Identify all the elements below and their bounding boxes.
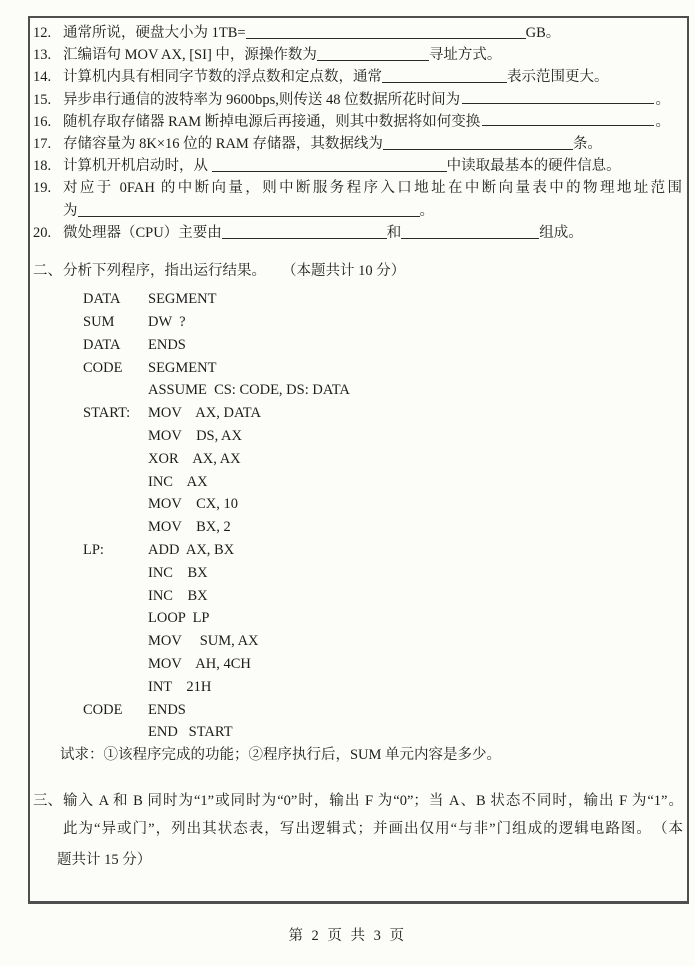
section-2-heading [33, 260, 684, 282]
section-2-program-analysis [33, 260, 684, 767]
code-line: START: MOV AX, DATA [83, 405, 261, 422]
blank-line [382, 68, 507, 83]
question-number: 13. [33, 47, 52, 64]
blank-line [401, 224, 539, 239]
blank-line [482, 111, 653, 126]
section-points: （本题共计 10 分） [282, 263, 406, 280]
code-line: LOOP LP [148, 610, 210, 627]
code-line: INC BX [148, 587, 208, 604]
question-number: 17. [33, 136, 52, 153]
blank-line [246, 24, 526, 39]
question-19-continued [33, 200, 684, 222]
assembly-code-block [83, 288, 684, 744]
code-line: END START [148, 724, 233, 741]
question-text: 计算机开机启动时，从 中读取最基本的硬件信息。 [63, 158, 621, 175]
question-number: 14. [33, 69, 52, 86]
code-line: XOR AX, AX [148, 450, 241, 467]
section-label: 三、 [33, 792, 62, 809]
question-text: 对应于 0FAH 的中断向量，则中断服务程序入口地址在中断向量表中的物理地址范围 [63, 180, 682, 197]
code-line: LP: ADD AX, BX [83, 542, 235, 558]
blank-line [317, 46, 429, 61]
question-20 [33, 222, 684, 244]
code-line: MOV DS, AX [148, 428, 243, 445]
question-text: 汇编语句 MOV AX, [SI] 中，源操作数为 寻址方式。 [63, 47, 502, 64]
question-text: 通常所说，硬盘大小为 1TB= GB。 [63, 25, 561, 41]
section-title: 分析下列程序，指出运行结果。 [63, 263, 266, 280]
code-line: CODE ENDS [83, 701, 186, 718]
question-number: 20. [33, 224, 52, 241]
question-19 [33, 177, 684, 199]
page-footer: 第 2 页 共 3 页 [288, 928, 407, 944]
code-line: SUM DW ? [83, 314, 186, 331]
code-line: MOV CX, 10 [148, 496, 238, 513]
blank-line [78, 202, 420, 217]
code-line: MOV SUM, AX [148, 633, 259, 650]
question-text: 随机存取存储器 RAM 断掉电源后再接通，则其中数据将如何变换 。 [63, 111, 684, 133]
question-17 [33, 133, 684, 155]
question-number [33, 200, 63, 222]
section-3-line-2: 此为“异或门”，列出其状态表，写出逻辑式；并画出仅用“与非”门组成的逻辑电路图。 （本 [63, 821, 683, 838]
question-text: 微处理器（CPU）主要由 和 组成。 [63, 224, 583, 241]
question-number: 12. [33, 25, 52, 41]
section-label: 二、 [33, 263, 62, 280]
question-number: 15. [33, 91, 52, 108]
question-text: 计算机内具有相同字节数的浮点数和定点数，通常 表示范围更大。 [63, 69, 609, 86]
section-3-line-1: 三、 输入 A 和 B 同时为“1”或同时为“0”时，输出 F 为“0”；当 A、B 状态不同时，输出 F 为“1”。 [33, 787, 684, 816]
code-line: MOV AH, 4CH [148, 655, 251, 672]
code-line: MOV BX, 2 [148, 519, 231, 536]
question-number: 18. [33, 158, 52, 175]
blank-line [383, 135, 573, 150]
fill-blank-questions-section [33, 22, 684, 244]
code-line: INC AX [148, 473, 208, 490]
question-text: 存储容量为 8K×16 位的 RAM 存储器，其数据线为 条。 [63, 136, 602, 153]
question-16 [33, 111, 684, 133]
code-line: INT 21H [148, 678, 212, 695]
blank-line [212, 157, 447, 172]
section-3-line-3: 题共计 15 分） [57, 851, 152, 868]
section-3-logic-gate [33, 787, 684, 875]
question-text: 异步串行通信的波特率为 9600bps,则传送 48 位数据所花时间为 。 [63, 89, 684, 111]
page-border-frame [28, 16, 689, 904]
code-line: DATA ENDS [83, 336, 186, 353]
question-text: 为 。 [63, 202, 434, 219]
question-number: 16. [33, 113, 52, 130]
question-14 [33, 66, 684, 88]
code-line: INC BX [148, 564, 208, 581]
question-13 [33, 44, 684, 66]
section-2-question-line: 试求：①该程序完成的功能；②程序执行后，SUM 单元内容是多少。 [60, 747, 502, 764]
blank-line [462, 89, 653, 104]
question-18 [33, 155, 684, 177]
question-12 [33, 22, 684, 44]
code-line: CODE SEGMENT [83, 359, 217, 376]
code-line: DATA SEGMENT [83, 291, 217, 308]
question-15 [33, 89, 684, 111]
code-line: ASSUME CS: CODE, DS: DATA [148, 382, 350, 399]
blank-line [222, 224, 387, 239]
question-number: 19. [33, 180, 52, 197]
